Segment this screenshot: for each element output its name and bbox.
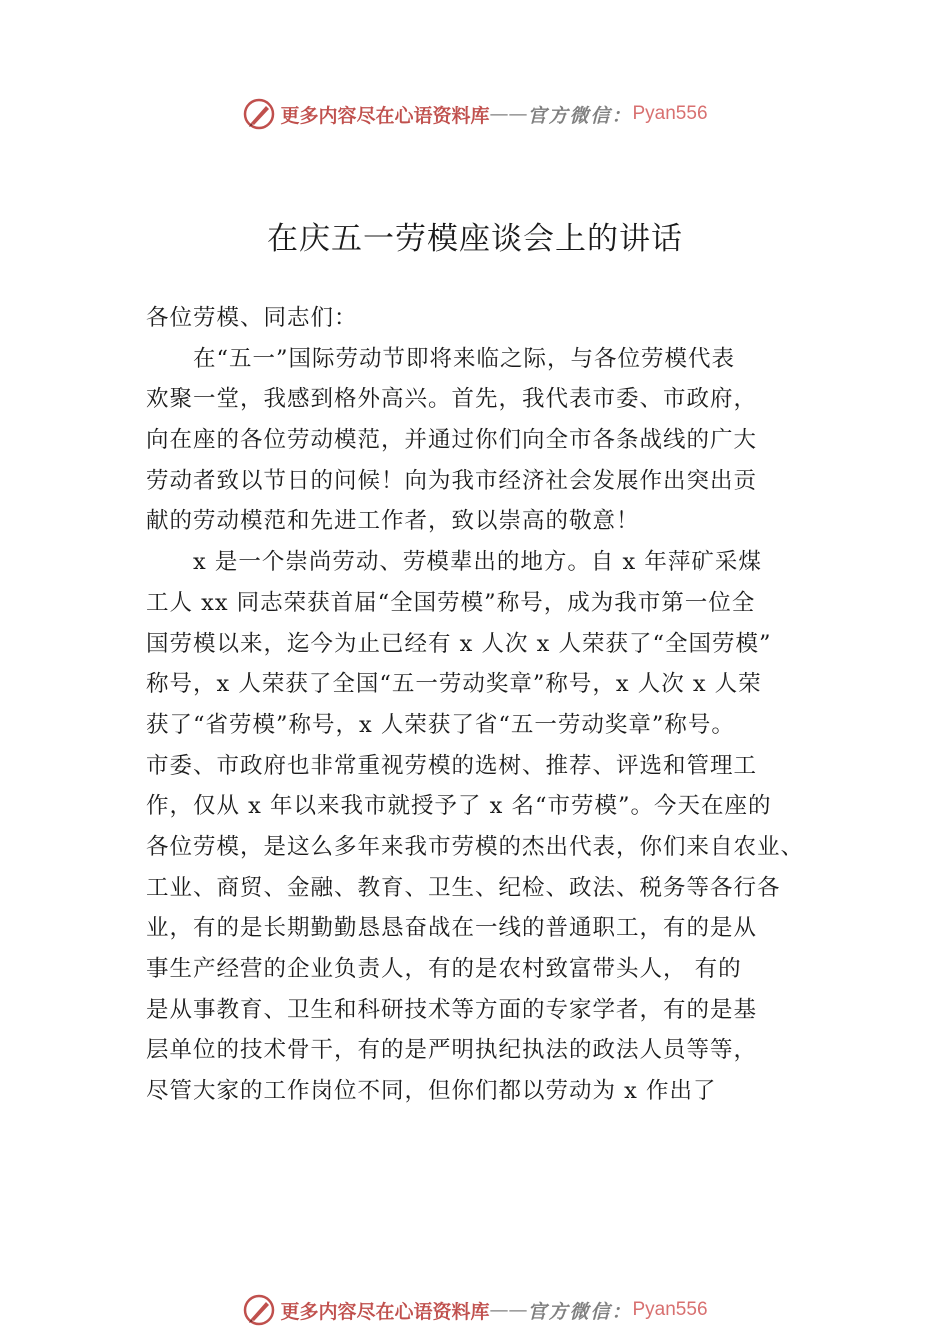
body-line: 各位劳模，是这么多年来我市劳模的杰出代表，你们来自农业、 <box>146 833 805 860</box>
header-banner <box>0 94 950 134</box>
body-line: 称号，x 人荣获了全国“五一劳动奖章”称号，x 人次 x 人荣 <box>146 671 762 698</box>
body-line: 在“五一”国际劳动节即将来临之际，与各位劳模代表 <box>146 345 736 372</box>
banner-wechat-label: 官方微信： <box>527 1300 633 1323</box>
body-line: 向在座的各位劳动模范，并通过你们向全市各条战线的广大 <box>146 427 758 454</box>
body-line: 获了“省劳模”称号，x 人荣获了省“五一劳动奖章”称号。 <box>146 711 735 738</box>
body-line: 市委、市政府也非常重视劳模的选树、推荐、评选和管理工 <box>146 752 758 779</box>
body-line: 作，仅从 x 年以来我市就授予了 x 名“市劳模”。今天在座的 <box>146 793 772 820</box>
body-line: 层单位的技术骨干，有的是严明执纪执法的政法人员等等， <box>146 1037 758 1064</box>
banner-wechat-id: Pyan556 <box>632 1299 708 1320</box>
banner-wechat-label: 官方微信： <box>527 104 633 127</box>
body-line: x 是一个崇尚劳动、劳模辈出的地方。自 x 年萍矿采煤 <box>146 549 762 576</box>
body-line: 事生产经营的企业负责人，有的是农村致富带头人， 有的 <box>146 956 742 982</box>
body-line: 工业、商贸、金融、教育、卫生、纪检、政法、税务等各行各 <box>146 874 781 901</box>
banner-separator: —— <box>489 1299 528 1321</box>
footer-banner <box>0 1290 950 1330</box>
body-line: 业，有的是长期勤勤恳恳奋战在一线的普通职工，有的是从 <box>146 915 758 942</box>
body-line: 劳动者致以节日的问候！向为我市经济社会发展作出突出贡 <box>146 467 758 494</box>
body-line: 献的劳动模范和先进工作者，致以崇高的敬意！ <box>146 508 640 535</box>
pen-circle-logo-icon <box>242 97 276 131</box>
document-body <box>146 298 836 1112</box>
banner-separator: —— <box>489 103 528 125</box>
banner-main-text: 更多内容尽在心语资料库 <box>280 1300 490 1323</box>
body-line: 工人 xx 同志荣获首届“全国劳模”称号，成为我市第一位全 <box>146 589 756 616</box>
body-line: 尽管大家的工作岗位不同，但你们都以劳动为 x 作出了 <box>146 1078 717 1105</box>
body-line: 欢聚一堂，我感到格外高兴。首先，我代表市委、市政府， <box>146 386 758 413</box>
body-line: 国劳模以来，迄今为止已经有 x 人次 x 人荣获了“全国劳模” <box>146 630 772 657</box>
body-line: 各位劳模、同志们： <box>146 305 358 331</box>
document-title: 在庆五一劳模座谈会上的讲话 <box>267 220 683 257</box>
banner-main-text: 更多内容尽在心语资料库 <box>280 104 490 127</box>
pen-circle-logo-icon <box>242 1293 276 1327</box>
body-line: 是从事教育、卫生和科研技术等方面的专家学者，有的是基 <box>146 996 758 1023</box>
banner-wechat-id: Pyan556 <box>632 103 708 124</box>
